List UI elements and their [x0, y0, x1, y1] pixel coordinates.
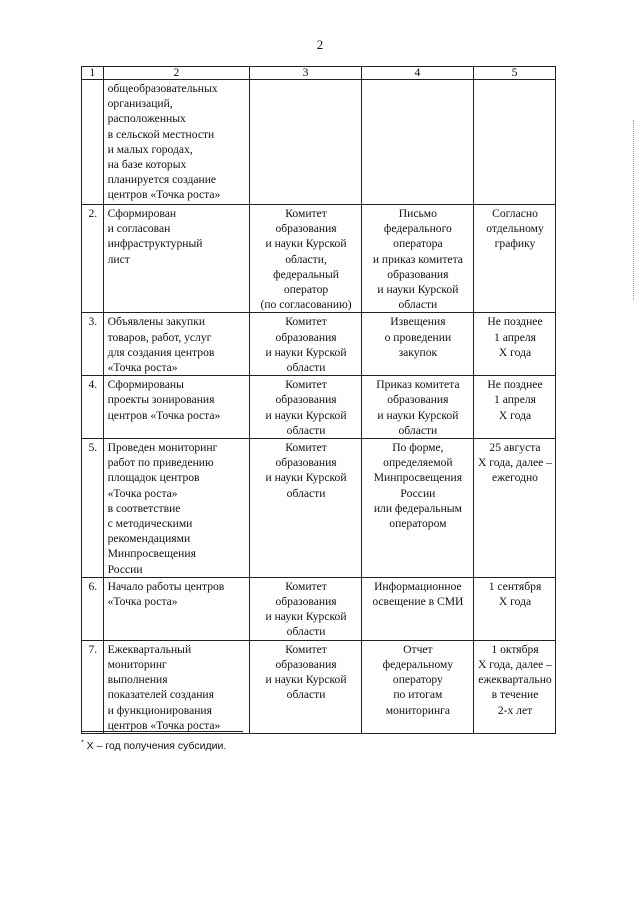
footnote [81, 740, 226, 752]
table-body [82, 80, 556, 734]
cell-line: 2-х лет [497, 703, 533, 717]
table-row [82, 205, 556, 313]
cell-line: и функционирования [107, 703, 212, 717]
cell-line: для создания центров [107, 345, 215, 359]
table-row [82, 577, 556, 640]
cell-line: Комитет [285, 207, 327, 220]
row-number: 4. [82, 376, 104, 439]
cell-line: планируется создание [107, 173, 217, 187]
responsible-cell [250, 577, 361, 640]
cell-line: области [286, 361, 326, 375]
column-header: 1 [82, 67, 104, 80]
document-cell [361, 439, 473, 578]
event-cell [103, 439, 250, 578]
cell-line: и науки Курской [265, 673, 347, 687]
document-cell [361, 205, 473, 313]
cell-line: 1 апреля [494, 330, 536, 344]
document-cell [361, 376, 473, 439]
cell-line: Комитет [285, 378, 327, 392]
cell-line: Не позднее [487, 378, 543, 392]
cell-line: образования [275, 222, 337, 236]
cell-line: выполнения [107, 673, 168, 687]
cell-line: области [286, 625, 326, 639]
cell-line: показателей создания [107, 688, 214, 702]
responsible-cell [250, 376, 361, 439]
cell-line: освещение в СМИ [372, 595, 464, 609]
cell-line: определяемой [383, 456, 453, 470]
document-cell [361, 313, 473, 376]
cell-line: образования [275, 393, 337, 407]
cell-line: центров «Точка роста» [107, 188, 221, 202]
cell-line: Ежеквартальный [107, 642, 192, 656]
deadline-cell [474, 376, 556, 439]
row-number: 7. [82, 640, 104, 733]
cell-line: в течение [491, 688, 539, 702]
cell-line: и приказ комитета [372, 252, 463, 266]
cell-line: лист [107, 252, 130, 266]
cell-line: организаций, [107, 97, 173, 111]
cell-line: Комитет [285, 642, 327, 656]
cell-line: Отчет [403, 642, 433, 656]
event-cell [103, 640, 250, 733]
cell-line: образования [387, 393, 449, 407]
cell-line: и науки Курской [265, 610, 347, 624]
cell-line: и науки Курской [265, 471, 347, 485]
cell-line: на базе которых [107, 158, 187, 172]
page-number: 2 [316, 37, 324, 52]
row-number: 3. [82, 313, 104, 376]
row-number: 2. [82, 205, 104, 313]
footnote-divider [81, 731, 243, 732]
cell-line: образования [387, 267, 449, 281]
cell-line: области [286, 423, 326, 437]
cell-line: федеральному [382, 657, 454, 671]
cell-line: оператору [392, 673, 443, 687]
cell-line: расположенных [107, 112, 186, 126]
deadline-cell [474, 80, 556, 205]
deadline-cell [474, 205, 556, 313]
event-cell [103, 205, 250, 313]
row-number [82, 80, 104, 205]
table-row [82, 640, 556, 733]
cell-line: X года, далее – [478, 456, 552, 470]
event-cell [103, 80, 250, 205]
cell-line: X года [498, 345, 532, 359]
cell-line: Минпросвещения [373, 471, 463, 485]
cell-line: в сельской местности [107, 127, 215, 141]
footnote-marker: * [81, 739, 84, 747]
table-row [82, 439, 556, 578]
cell-line: «Точка роста» [107, 486, 178, 500]
cell-line: 1 сентября [488, 579, 542, 593]
row-number: 6. [82, 577, 104, 640]
cell-line: или федеральным [373, 501, 462, 515]
cell-line: оператор [283, 283, 329, 297]
cell-line: области [398, 423, 438, 437]
column-header: 5 [474, 67, 556, 80]
cell-line: мониторинг [107, 657, 167, 671]
cell-line: оператора [393, 237, 443, 251]
cell-line: области [286, 688, 326, 702]
cell-line: ежеквартально [478, 673, 552, 687]
cell-line: Комитет [285, 441, 327, 455]
cell-line: Комитет [285, 579, 327, 593]
cell-line: по итогам [393, 688, 443, 702]
responsible-cell [250, 640, 361, 733]
cell-line: X года, далее – [478, 657, 552, 671]
column-header: 4 [361, 67, 473, 80]
cell-line: области, [285, 252, 327, 266]
cell-line: закупок [398, 345, 438, 359]
cell-line: Извещения [390, 315, 446, 329]
cell-line: в соответствие [107, 501, 181, 515]
cell-line: проекты зонирования [107, 393, 215, 407]
cell-line: области [398, 298, 438, 312]
cell-line: центров «Точка роста» [107, 408, 221, 422]
footnote-text: X – год получения субсидии. [86, 740, 227, 752]
cell-line: Сформирован [107, 207, 177, 220]
responsible-cell [250, 80, 361, 205]
cell-line: Приказ комитета [376, 378, 460, 392]
cell-line: образования [275, 330, 337, 344]
document-cell [361, 577, 473, 640]
cell-line: рекомендациями [107, 532, 191, 546]
event-cell [103, 577, 250, 640]
cell-line: Сформированы [107, 378, 184, 392]
cell-line: России [400, 486, 436, 500]
cell-line: России [107, 562, 143, 576]
responsible-cell [250, 205, 361, 313]
cell-line: Не позднее [487, 315, 543, 329]
deadline-cell [474, 313, 556, 376]
cell-line: отдельному [486, 222, 544, 236]
cell-line: федеральный [273, 267, 339, 281]
cell-line: X года [498, 408, 532, 422]
cell-line: графику [494, 237, 536, 251]
row-number: 5. [82, 439, 104, 578]
cell-line: и науки Курской [377, 408, 459, 422]
cell-line: общеобразовательных [107, 82, 218, 95]
cell-line: 25 августа [489, 441, 541, 455]
cell-line: 1 апреля [494, 393, 536, 407]
table-row [82, 80, 556, 205]
responsible-cell [250, 313, 361, 376]
event-cell [103, 313, 250, 376]
document-cell [361, 80, 473, 205]
cell-line: и согласован [107, 222, 171, 236]
cell-line: Проведен мониторинг [107, 441, 218, 455]
cell-line: По форме, [392, 441, 444, 455]
table-row [82, 313, 556, 376]
deadline-cell [474, 577, 556, 640]
cell-line: Начало работы центров [107, 579, 225, 593]
deadline-cell [474, 640, 556, 733]
cell-line: и малых городах, [107, 142, 193, 156]
document-cell [361, 640, 473, 733]
responsible-cell [250, 439, 361, 578]
cell-line: оператором [389, 517, 447, 531]
cell-line: образования [275, 456, 337, 470]
cell-line: Объявлены закупки [107, 315, 206, 329]
deadline-cell [474, 439, 556, 578]
cell-line: Минпросвещения [107, 547, 196, 561]
scan-edge-marks [633, 120, 636, 300]
column-header: 2 [103, 67, 250, 80]
cell-line: образования [275, 657, 337, 671]
cell-line: (по согласованию) [260, 298, 352, 312]
cell-line: области [286, 486, 326, 500]
column-header: 3 [250, 67, 361, 80]
cell-line: Письмо [398, 207, 437, 220]
cell-line: «Точка роста» [107, 361, 178, 375]
table-header-row [82, 67, 556, 80]
cell-line: с методическими [107, 517, 193, 531]
cell-line: Комитет [285, 315, 327, 329]
cell-line: мониторинга [385, 703, 451, 717]
cell-line: федерального [383, 222, 452, 236]
cell-line: образования [275, 595, 337, 609]
cell-line: и науки Курской [265, 345, 347, 359]
cell-line: и науки Курской [377, 283, 459, 297]
cell-line: площадок центров [107, 471, 200, 485]
cell-line: X года [498, 595, 532, 609]
table-row [82, 376, 556, 439]
cell-line: работ по приведению [107, 456, 214, 470]
cell-line: Согласно [492, 207, 538, 220]
cell-line: 1 октября [491, 642, 539, 656]
cell-line: товаров, работ, услуг [107, 330, 212, 344]
cell-line: инфраструктурный [107, 237, 203, 251]
cell-line: центров «Точка роста» [107, 718, 221, 732]
roadmap-table [81, 66, 556, 734]
cell-line: и науки Курской [265, 408, 347, 422]
cell-line: «Точка роста» [107, 595, 178, 609]
cell-line: ежегодно [492, 471, 538, 485]
cell-line: Информационное [374, 579, 462, 593]
cell-line: и науки Курской [265, 237, 347, 251]
cell-line: о проведении [384, 330, 452, 344]
event-cell [103, 376, 250, 439]
